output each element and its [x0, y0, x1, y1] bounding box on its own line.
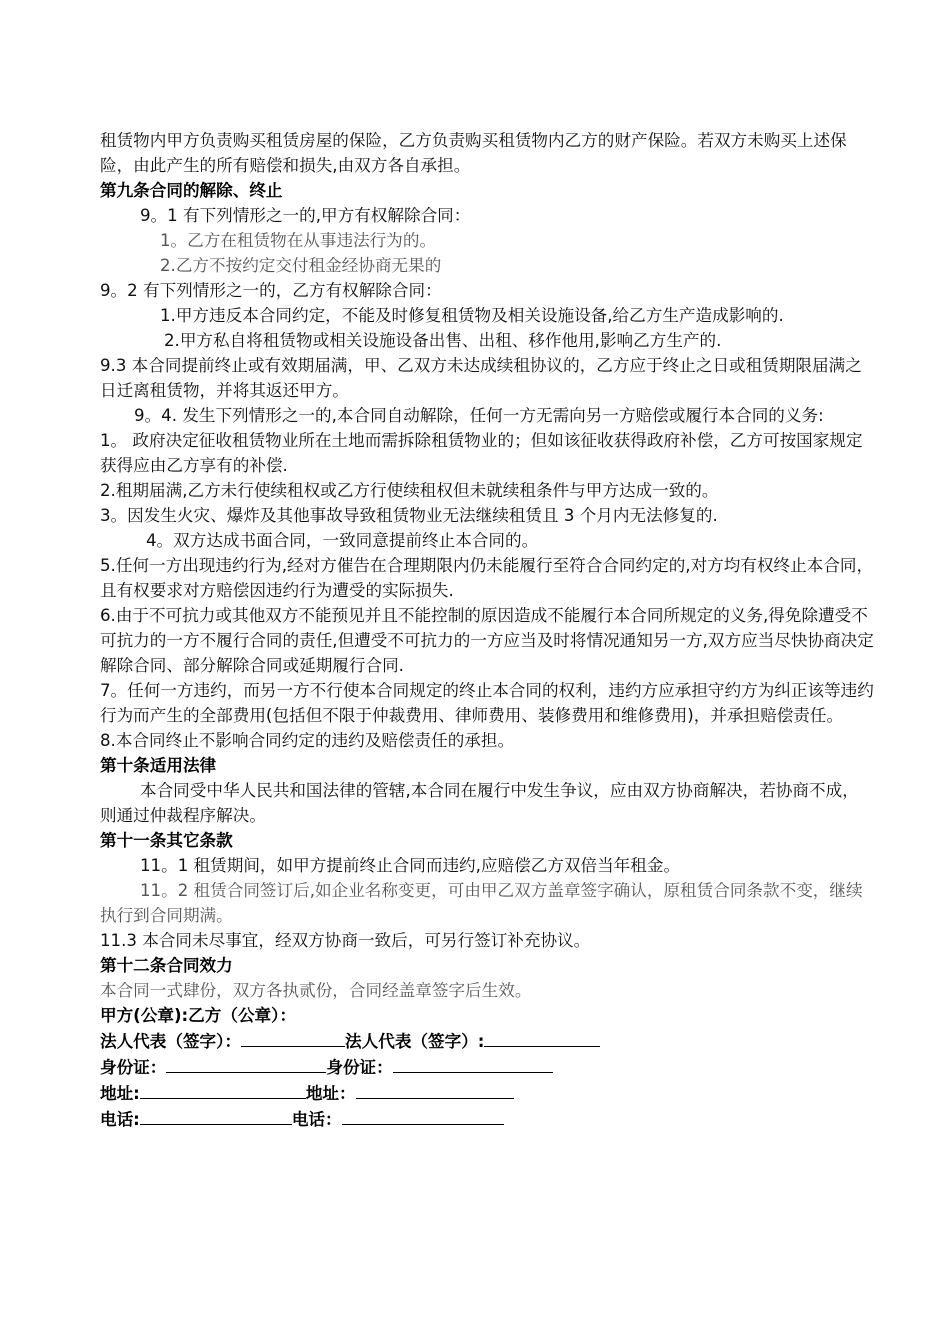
party-a-representative-label: 法人代表（签字）： [100, 1032, 242, 1051]
clause-9-2-item-2: 2.甲方私自将租赁物或相关设施设备出售、出租、移作他用,影响乙方生产的. [164, 331, 722, 350]
clause-9-4-item-6: 6.由于不可抗力或其他双方不能预见并且不能控制的原因造成不能履行本合同所规定的义务,得免除遭受不可抗力的一方不履行合同的责任,但遭受不可抗力的一方应当及时将情况通知另一方,双方应当尽快协商决定解除合同、部分解除合同或延期履行合同. [100, 606, 874, 675]
signature-parties-row [100, 1003, 875, 1028]
signature-address-row [100, 1080, 875, 1106]
party-b-address-label: 地址： [305, 1084, 356, 1103]
clause-9-4: 9。4. 发生下列情形之一的,本合同自动解除，任何一方无需向另一方赔偿或履行本合同的义务: [134, 406, 824, 425]
party-seal-labels: 甲方(公章):乙方（公章）： [100, 1006, 297, 1025]
clause-9-2: 9。2 有下列情形之一的，乙方有权解除合同： [100, 281, 442, 300]
party-a-phone-label: 电话: [100, 1110, 140, 1129]
party-a-representative-blank[interactable] [241, 1028, 345, 1047]
clause-10: 本合同受中华人民共和国法律的管辖,本合同在履行中发生争议，应由双方协商解决，若协商不成，则通过仲裁程序解决。 [100, 781, 859, 825]
article-12-heading: 第十二条合同效力 [100, 956, 233, 975]
party-b-id-label: 身份证： [326, 1058, 393, 1077]
article-9-heading: 第九条合同的解除、终止 [100, 181, 283, 200]
signature-phone-row [100, 1106, 875, 1132]
article-10-heading: 第十条适用法律 [100, 756, 217, 775]
clause-11-1: 11。1 租赁期间，如甲方提前终止合同而违约,应赔偿乙方双倍当年租金。 [140, 856, 681, 875]
party-a-phone-blank[interactable] [140, 1106, 292, 1125]
clause-9-4-item-3: 3。因发生火灾、爆炸及其他事故导致租赁物业无法继续租赁且 3 个月内无法修复的. [100, 506, 718, 525]
party-a-address-blank[interactable] [140, 1080, 306, 1099]
party-b-representative-label: 法人代表（签字）: [345, 1032, 485, 1051]
clause-9-4-item-5: 5.任何一方出现违约行为,经对方催告在合理期限内仍未能履行至符合合同约定的,对方均有权终止本合同，且有权要求对方赔偿因违约行为遭受的实际损失. [100, 556, 874, 600]
signature-representative-row [100, 1028, 875, 1054]
party-a-address-label: 地址: [100, 1084, 140, 1103]
clause-9-1: 9。1 有下列情形之一的,甲方有权解除合同： [140, 206, 471, 225]
clause-9-4-item-8: 8.本合同终止不影响合同约定的违约及赔偿责任的承担。 [100, 731, 515, 750]
party-b-phone-blank[interactable] [342, 1106, 504, 1125]
clause-11-2: 11。2 租赁合同签订后,如企业名称变更，可由甲乙双方盖章签字确认，原租赁合同条款不变，继续执行到合同期满。 [100, 881, 863, 925]
clause-12: 本合同一式肆份，双方各执贰份，合同经盖章签字后生效。 [100, 981, 532, 1000]
contract-body [100, 128, 875, 1132]
clause-9-3: 9.3 本合同提前终止或有效期届满，甲、乙双方未达成续租协议的，乙方应于终止之日或租赁期限届满之日迁离租赁物，并将其返还甲方。 [100, 356, 862, 400]
party-a-id-label: 身份证： [100, 1058, 167, 1077]
clause-9-2-item-1: 1.甲方违反本合同约定，不能及时修复租赁物及相关设施设备,给乙方生产造成影响的. [160, 306, 784, 325]
clause-11-3: 11.3 本合同未尽事宜，经双方协商一致后，可另行签订补充协议。 [100, 931, 591, 950]
insurance-clause-continued: 租赁物内甲方负责购买租赁房屋的保险，乙方负责购买租赁物内乙方的财产保险。若双方未购买上述保险，由此产生的所有赔偿和损失,由双方各自承担。 [100, 131, 847, 175]
party-b-id-blank[interactable] [393, 1054, 553, 1073]
clause-9-4-item-7: 7。任何一方违约，而另一方不行使本合同规定的终止本合同的权利，违约方应承担守约方为纠正该等违约行为而产生的全部费用(包括但不限于仲裁费用、律师费用、装修费用和维修费用)，并承担赔偿责任。 [100, 681, 874, 725]
clause-9-4-item-1: 1。 政府决定征收租赁物业所在土地而需拆除租赁物业的；但如该征收获得政府补偿，乙方可按国家规定获得应由乙方享有的补偿. [100, 431, 863, 475]
article-11-heading: 第十一条其它条款 [100, 831, 233, 850]
party-b-address-blank[interactable] [356, 1080, 514, 1099]
clause-9-1-item-2: 2.乙方不按约定交付租金经协商无果的 [160, 256, 442, 275]
clause-9-4-item-2: 2.租期届满,乙方未行使续租权或乙方行使续租权但未就续租条件与甲方达成一致的。 [100, 481, 719, 500]
party-b-representative-blank[interactable] [484, 1028, 600, 1047]
clause-9-4-item-4: 4。双方达成书面合同，一致同意提前终止本合同的。 [146, 531, 539, 550]
party-b-phone-label: 电话： [291, 1110, 342, 1129]
signature-id-row [100, 1054, 875, 1080]
clause-9-1-item-1: 1。乙方在租赁物在从事违法行为的。 [160, 231, 437, 250]
party-a-id-blank[interactable] [166, 1054, 326, 1073]
